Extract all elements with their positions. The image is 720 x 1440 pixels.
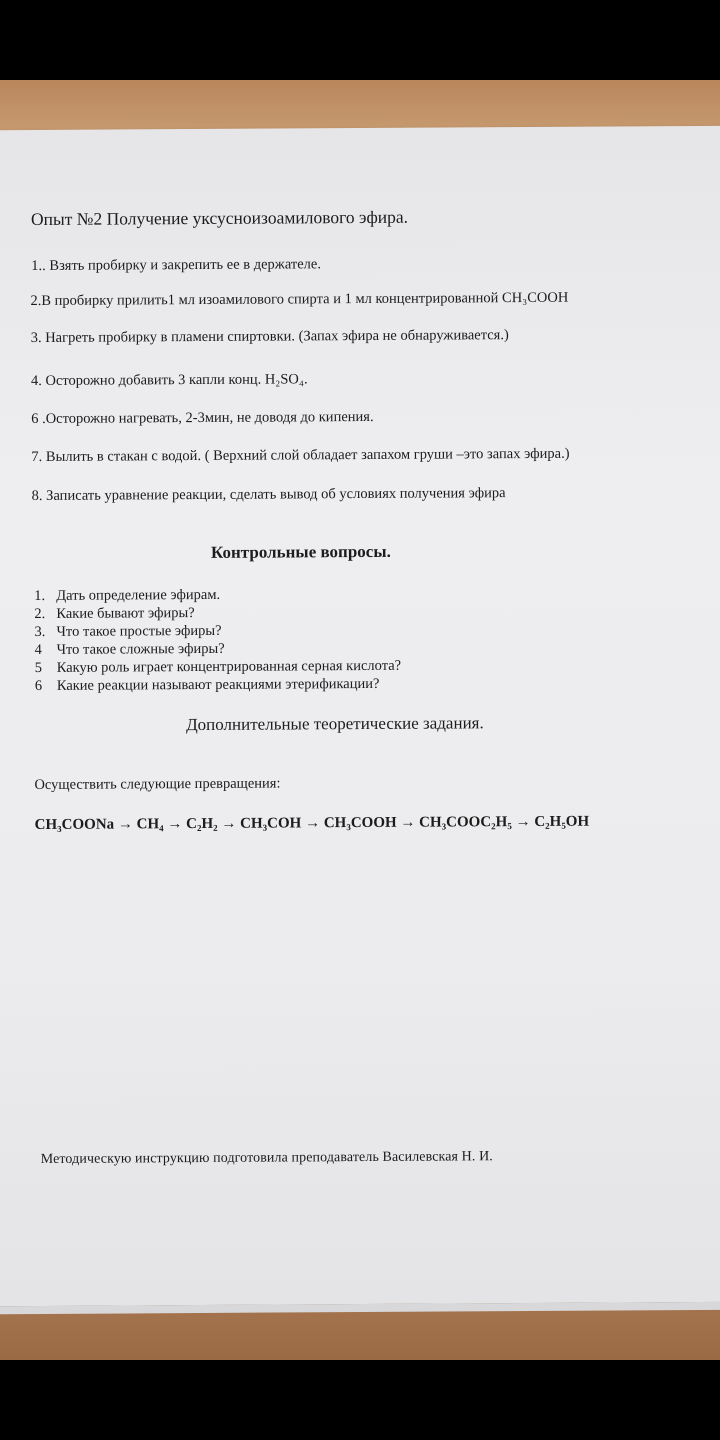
control-questions-heading: Контрольные вопросы. — [210, 541, 391, 562]
question-number: 6 — [34, 677, 43, 695]
step-3: 3. Нагреть пробирку в пламени спиртовки. (Запах эфира не обнаруживается.) — [30, 327, 509, 347]
question-text: Какую роль играет концентрированная серная кислота? — [56, 657, 402, 676]
photo-background — [0, 80, 720, 1360]
paper-sheet — [0, 126, 720, 1306]
question-number: 1. — [34, 587, 46, 605]
question-5 — [35, 657, 401, 677]
step-1: 1.. Взять пробирку и закрепить ее в держателе. — [31, 256, 321, 275]
question-text: Что такое простые эфиры? — [56, 622, 222, 640]
question-2 — [34, 604, 194, 623]
step-6: 6 .Осторожно нагревать, 2-3мин, не доводя до кипения. — [31, 408, 374, 428]
extra-tasks-heading: Дополнительные теоретические задания. — [185, 713, 484, 735]
question-text: Дать определение эфирам. — [56, 586, 221, 604]
step-7: 7. Вылить в стакан с водой. ( Верхний слой обладает запахом груши –это запах эфира.) — [31, 445, 570, 466]
document-title: Опыт №2 Получение уксусноизоамилового эфира. — [30, 206, 409, 230]
task-intro: Осуществить следующие превращения: — [34, 775, 281, 794]
question-number: 2. — [34, 605, 46, 623]
conversion-formula: CH₃COONa → CH₄ → C₂H₂ → CH₃COH → CH₃COOH → CH₃COOC₂H₅ → C₂H₅OH — [34, 813, 590, 834]
question-text: Какие бывают эфиры? — [56, 605, 195, 622]
question-number: 3. — [34, 623, 46, 641]
question-1 — [34, 586, 220, 605]
question-6 — [35, 675, 380, 695]
question-text: Какие реакции называют реакциями этерификации? — [56, 675, 380, 694]
step-2: 2.В пробирку прилить1 мл изоамилового спирта и 1 мл концентрированной CH₃COOH — [30, 289, 569, 310]
question-text: Что такое сложные эфиры? — [56, 640, 225, 658]
question-number: 4 — [34, 641, 42, 659]
footer-author: Методическую инструкцию подготовила преподаватель Василевская Н. И. — [40, 1149, 493, 1167]
question-number: 5 — [34, 659, 42, 677]
question-4 — [35, 640, 225, 659]
question-3 — [34, 622, 221, 641]
step-4: 4. Осторожно добавить 3 капли конц. H₂SO₄. — [30, 371, 308, 390]
step-8: 8. Записать уравнение реакции, сделать вывод об условиях получения эфира — [31, 485, 506, 505]
